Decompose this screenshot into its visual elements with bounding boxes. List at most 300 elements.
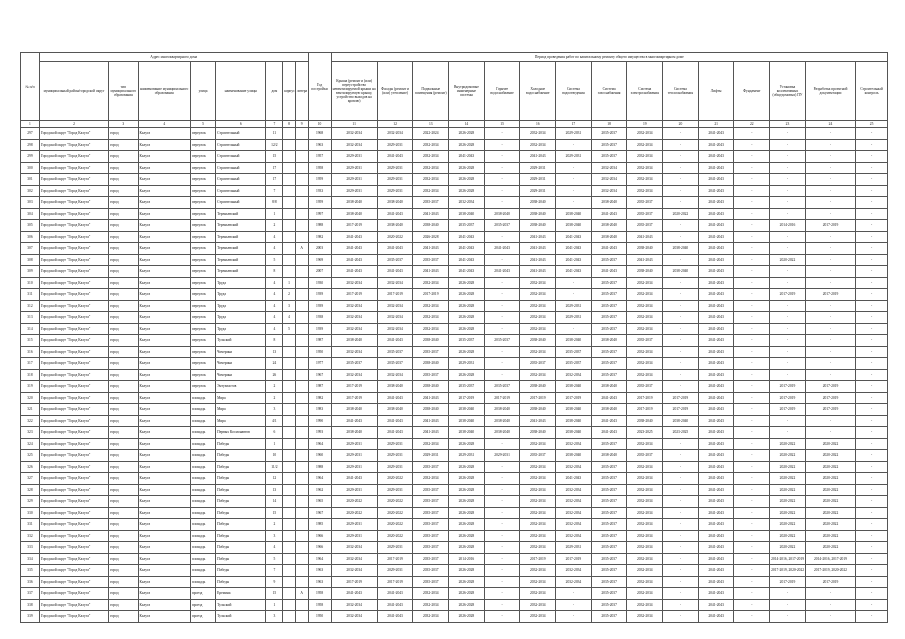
table-cell: 2032-2034 (520, 611, 556, 623)
table-cell: площадь (190, 461, 215, 473)
table-cell: 4 (266, 289, 283, 301)
table-cell: 2020-2022 (805, 473, 855, 485)
table-cell: 2029-2031 (377, 542, 413, 554)
col-number: 19 (627, 121, 663, 128)
col-header: корпус (283, 62, 296, 121)
col-number: 4 (138, 121, 190, 128)
table-cell: Калуга (138, 553, 190, 565)
table-cell: 2035-2037 (413, 346, 449, 358)
table-cell: 2026-2028 (449, 588, 485, 600)
table-cell: - (770, 599, 806, 611)
table-cell (295, 289, 308, 301)
table-cell: 2017-2019, 2020-2022 (805, 565, 855, 577)
table-cell: 2038-2040 (331, 208, 377, 220)
table-cell: 2032-2034 (520, 346, 556, 358)
col-number: 9 (295, 121, 308, 128)
table-cell: - (734, 404, 770, 416)
table-cell: 2038-2040 (449, 404, 485, 416)
table-cell: переулок (190, 381, 215, 393)
table-cell: 2017-2019 (377, 289, 413, 301)
table-cell: - (734, 576, 770, 588)
table-cell: - (484, 507, 520, 519)
table-cell: А (295, 588, 308, 600)
table-cell: 2032-2034 (331, 139, 377, 151)
table-cell: Городской округ "Город Калуга" (39, 369, 108, 381)
table-cell: 2029-2031 (377, 450, 413, 462)
table-cell: 1938 (308, 312, 331, 324)
table-cell: 2026-2028 (449, 611, 485, 623)
table-cell: 2017-2019, 2020-2022 (770, 565, 806, 577)
table-cell: город (109, 427, 138, 439)
table-cell: 313 (21, 312, 40, 324)
table-cell: 2032-2034 (413, 185, 449, 197)
table-cell: 2032-2034 (520, 438, 556, 450)
table-cell: площадь (190, 392, 215, 404)
table-row (21, 151, 888, 163)
table-cell: Городской округ "Город Калуга" (39, 139, 108, 151)
table-cell: 1966 (308, 542, 331, 554)
table-cell: 2038-2040 (556, 404, 592, 416)
table-cell: 2020-2022 (377, 473, 413, 485)
table-cell: 2032-2034 (413, 473, 449, 485)
table-cell: 2041-2043 (377, 588, 413, 600)
table-cell: 2032-2034 (520, 565, 556, 577)
table-cell: переулок (190, 128, 215, 140)
table-cell: 4 (266, 231, 283, 243)
col-header: муниципальный район/городской округ (39, 62, 108, 121)
table-cell: город (109, 461, 138, 473)
table-cell: 2035-2037 (377, 358, 413, 370)
table-cell: А (295, 243, 308, 255)
table-cell: - (805, 231, 855, 243)
table-cell: 2032-2034 (627, 128, 663, 140)
group-header-period: Период проведения работ по капитальному ремонту общего имущества в многоквартирном доме (331, 53, 887, 62)
table-cell: 2017-2019 (770, 404, 806, 416)
table-cell: 2020-2022 (805, 542, 855, 554)
table-cell: Городской округ "Город Калуга" (39, 254, 108, 266)
table-cell: - (856, 392, 888, 404)
table-cell: 2041-2043 (591, 427, 627, 439)
table-cell: - (734, 128, 770, 140)
table-cell: - (556, 611, 592, 623)
table-cell: площадь (190, 553, 215, 565)
table-cell: 4 (266, 542, 283, 554)
table-cell: 2041-2043 (627, 254, 663, 266)
table-cell: 2041-2043 (698, 565, 734, 577)
col-header: наименование муниципального образования (138, 62, 190, 121)
table-cell: Еремина (216, 588, 266, 600)
table-cell: - (663, 450, 699, 462)
table-cell: 2017-2019 (377, 553, 413, 565)
table-row (21, 507, 888, 519)
table-cell: 2 (266, 381, 283, 393)
table-cell (295, 530, 308, 542)
table-cell: 2032-2034 (556, 438, 592, 450)
table-cell: 2032-2034 (520, 289, 556, 301)
table-cell: Первых Космонавтов (216, 427, 266, 439)
table-cell: - (663, 369, 699, 381)
table-cell: Строительный (216, 185, 266, 197)
table-cell: площадь (190, 404, 215, 416)
table-cell: 2041-2043 (377, 151, 413, 163)
table-cell: - (484, 519, 520, 531)
table-cell: - (856, 243, 888, 255)
table-row (21, 473, 888, 485)
table-cell: Городской округ "Город Калуга" (39, 220, 108, 232)
table-cell: 2017-2019 (413, 289, 449, 301)
col-header: Разработка проектной документации (805, 62, 855, 121)
table-cell: 5 (266, 254, 283, 266)
table-cell (283, 369, 296, 381)
table-cell: 2041-2043 (698, 151, 734, 163)
table-cell: 3 (266, 404, 283, 416)
table-row (21, 519, 888, 531)
table-cell: 2038-2040 (520, 208, 556, 220)
table-cell: - (663, 254, 699, 266)
table-cell: 2035-2037 (627, 197, 663, 209)
table-cell: город (109, 588, 138, 600)
table-cell: переулок (190, 185, 215, 197)
table-cell: 2041-2043 (377, 243, 413, 255)
table-cell: - (856, 530, 888, 542)
table-cell: 2029-2031 (331, 174, 377, 186)
table-cell: 2032-2034 (627, 151, 663, 163)
table-cell: Победы (216, 553, 266, 565)
table-cell (283, 404, 296, 416)
table-cell: 2020-2022 (770, 473, 806, 485)
table-cell: 15 (266, 507, 283, 519)
table-cell: 1985 (308, 519, 331, 531)
table-cell: 2032-2034 (377, 277, 413, 289)
table-cell: переулок (190, 254, 215, 266)
table-cell: 2038-2040 (520, 381, 556, 393)
table-cell: 8/8 (266, 197, 283, 209)
table-cell: 2041-2043 (698, 128, 734, 140)
table-cell: 323 (21, 427, 40, 439)
table-cell: переулок (190, 162, 215, 174)
table-cell: 2035-2037 (591, 588, 627, 600)
table-cell: Калуга (138, 450, 190, 462)
table-cell: город (109, 277, 138, 289)
table-cell: 2032-2034 (377, 128, 413, 140)
table-cell: 2041-2043 (698, 450, 734, 462)
table-cell: - (856, 427, 888, 439)
table-cell: - (734, 254, 770, 266)
table-cell: - (805, 588, 855, 600)
table-cell: - (856, 542, 888, 554)
table-cell: - (734, 450, 770, 462)
table-cell: город (109, 266, 138, 278)
table-cell: 15 (266, 588, 283, 600)
table-cell: 2041-2043 (698, 312, 734, 324)
table-cell: - (484, 254, 520, 266)
table-cell: 2038-2040 (377, 197, 413, 209)
table-cell: город (109, 174, 138, 186)
table-cell: - (856, 197, 888, 209)
table-cell: Калуга (138, 151, 190, 163)
table-cell: 2032-2034 (627, 461, 663, 473)
table-cell: 2041-2043 (698, 553, 734, 565)
table-cell: 2017-2019 (805, 404, 855, 416)
table-cell: 2035-2037 (591, 599, 627, 611)
table-cell: город (109, 300, 138, 312)
table-row (21, 369, 888, 381)
table-row (21, 197, 888, 209)
table-cell (283, 542, 296, 554)
table-cell: - (663, 519, 699, 531)
table-cell: 2038-2040 (377, 404, 413, 416)
table-cell: 2038-2040 (556, 450, 592, 462)
table-cell: площадь (190, 542, 215, 554)
table-cell: 15 (266, 151, 283, 163)
table-cell: 2041-2043 (449, 151, 485, 163)
table-cell: - (856, 335, 888, 347)
table-cell: 2026-2028 (449, 139, 485, 151)
table-cell: 1939 (308, 289, 331, 301)
table-cell: 324 (21, 438, 40, 450)
table-cell: 2032-2034 (413, 588, 449, 600)
table-cell: 1967 (308, 507, 331, 519)
table-cell: 1933 (308, 185, 331, 197)
table-cell: 1958 (308, 162, 331, 174)
table-cell: 4 (283, 312, 296, 324)
table-cell: 2029-2031 (377, 438, 413, 450)
table-cell (295, 139, 308, 151)
table-cell: 2035-2037 (591, 438, 627, 450)
table-cell: город (109, 392, 138, 404)
table-cell: 1939 (308, 300, 331, 312)
table-cell: Калуга (138, 392, 190, 404)
table-cell (295, 611, 308, 623)
table-cell: - (663, 576, 699, 588)
table-cell: 2032-2034 (627, 323, 663, 335)
table-cell: 2029-2031 (484, 450, 520, 462)
table-cell: - (770, 323, 806, 335)
table-cell: - (663, 588, 699, 600)
table-cell: Калуга (138, 484, 190, 496)
table-cell: 2032-2034 (591, 185, 627, 197)
table-cell: 2041-2043 (698, 461, 734, 473)
table-cell: Победы (216, 530, 266, 542)
table-cell: 2035-2037 (449, 381, 485, 393)
table-cell: Труда (216, 312, 266, 324)
table-cell (283, 208, 296, 220)
table-cell: Калуга (138, 254, 190, 266)
table-cell: Калуга (138, 289, 190, 301)
table-row (21, 415, 888, 427)
table-cell: 2041-2043 (520, 243, 556, 255)
table-cell (283, 496, 296, 508)
table-cell: 320 (21, 392, 40, 404)
table-cell: 2003 (308, 243, 331, 255)
table-cell: 2032-2034 (331, 346, 377, 358)
col-number: 15 (484, 121, 520, 128)
table-cell: 2038-2040 (591, 197, 627, 209)
table-cell: 2035-2037 (591, 473, 627, 485)
table-cell: Городской округ "Город Калуга" (39, 553, 108, 565)
table-cell: 2035-2037 (413, 369, 449, 381)
table-cell: 2038-2040 (413, 220, 449, 232)
table-cell: 2026-2028 (449, 323, 485, 335)
table-cell: 300 (21, 162, 40, 174)
table-cell: 2041-2043 (698, 473, 734, 485)
table-cell: - (734, 323, 770, 335)
table-cell: Тереньевский (216, 231, 266, 243)
table-cell: 2029-2031 (331, 519, 377, 531)
table-cell: площадь (190, 565, 215, 577)
table-cell: Городской округ "Город Калуга" (39, 185, 108, 197)
table-cell (283, 611, 296, 623)
table-cell (283, 519, 296, 531)
table-cell: 2038-2040 (520, 335, 556, 347)
table-row (21, 484, 888, 496)
table-cell: Энтузиастов (216, 381, 266, 393)
table-cell: 1982 (308, 392, 331, 404)
table-cell: Калуга (138, 185, 190, 197)
table-cell: - (484, 289, 520, 301)
table-cell: - (484, 231, 520, 243)
table-cell: 2032-2034 (413, 139, 449, 151)
table-cell: 2026-2028 (449, 369, 485, 381)
table-cell: 2035-2037 (591, 530, 627, 542)
table-cell: 2032-2034 (627, 553, 663, 565)
table-cell: переулок (190, 197, 215, 209)
table-cell: 2041-2043 (331, 588, 377, 600)
table-cell: 2032-2034 (627, 576, 663, 588)
table-cell: Городской округ "Город Калуга" (39, 151, 108, 163)
table-cell: 7 (266, 185, 283, 197)
table-cell: 2032-2034 (627, 369, 663, 381)
table-row (21, 392, 888, 404)
table-cell: 2020-2022 (805, 484, 855, 496)
table-cell: 2029-2031 (331, 162, 377, 174)
table-cell: площадь (190, 576, 215, 588)
table-cell: 2017-2019 (556, 392, 592, 404)
table-cell (295, 312, 308, 324)
table-cell: Победы (216, 507, 266, 519)
table-cell: Победы (216, 542, 266, 554)
table-cell: Городской округ "Город Калуга" (39, 128, 108, 140)
table-cell: 2029-2031 (377, 139, 413, 151)
table-cell (295, 392, 308, 404)
col-number: 8 (283, 121, 296, 128)
table-cell (283, 231, 296, 243)
table-cell: - (734, 565, 770, 577)
table-cell: 8 (266, 266, 283, 278)
table-cell: - (805, 611, 855, 623)
col-number: 18 (591, 121, 627, 128)
table-cell: 2041-2043 (331, 254, 377, 266)
table-row (21, 208, 888, 220)
table-cell: - (734, 312, 770, 324)
table-cell (283, 599, 296, 611)
table-cell: Победы (216, 496, 266, 508)
table-cell: Строительный (216, 162, 266, 174)
table-row (21, 461, 888, 473)
table-cell: 2035-2037 (413, 484, 449, 496)
table-cell: - (663, 174, 699, 186)
table-cell: 2032-2034 (377, 300, 413, 312)
table-cell: город (109, 450, 138, 462)
table-cell: 2035-2037 (591, 576, 627, 588)
table-cell: 2035-2037 (627, 335, 663, 347)
table-cell: - (734, 530, 770, 542)
table-cell: Чичерина (216, 369, 266, 381)
table-cell: 2041-2043 (698, 530, 734, 542)
table-cell: 2041-2043 (591, 392, 627, 404)
table-cell (295, 599, 308, 611)
table-cell: 2041-2043 (591, 243, 627, 255)
table-cell: - (663, 289, 699, 301)
table-cell (295, 197, 308, 209)
table-cell: - (484, 139, 520, 151)
table-cell (283, 243, 296, 255)
table-cell: 2041-2043 (331, 266, 377, 278)
table-cell: переулок (190, 277, 215, 289)
table-cell: 2020-2022 (805, 507, 855, 519)
table-cell: 2017-2019 (663, 404, 699, 416)
table-cell: 2032-2034 (520, 576, 556, 588)
col-header: Внутридомовые инженерные системы (449, 62, 485, 121)
table-cell: 2020-2022 (770, 519, 806, 531)
table-cell (295, 151, 308, 163)
table-cell: - (556, 323, 592, 335)
table-cell: 2020-2022 (770, 484, 806, 496)
table-cell: 307 (21, 243, 40, 255)
table-cell: 303 (21, 197, 40, 209)
table-cell: 1950 (308, 346, 331, 358)
table-cell: - (734, 427, 770, 439)
table-cell: 2032-2034 (627, 473, 663, 485)
table-cell: Калуга (138, 611, 190, 623)
table-row (21, 139, 888, 151)
table-cell: - (856, 461, 888, 473)
table-cell (295, 346, 308, 358)
table-cell: 2038-2040 (627, 415, 663, 427)
table-cell: 2032-2034 (331, 312, 377, 324)
table-cell: 2035-2037 (413, 197, 449, 209)
table-cell: 2026-2028 (449, 507, 485, 519)
table-cell: 1958 (308, 588, 331, 600)
table-cell (295, 162, 308, 174)
table-cell: 2032-2034 (413, 599, 449, 611)
table-cell: 2035-2037 (591, 496, 627, 508)
table-row (21, 358, 888, 370)
table-cell: 1977 (308, 358, 331, 370)
col-header: Установка коллективных (общедомовых) ПУ (770, 62, 806, 121)
col-number: 23 (770, 121, 806, 128)
table-cell: площадь (190, 415, 215, 427)
table-cell: 2032-2034 (520, 588, 556, 600)
table-cell: 2041-2043 (698, 346, 734, 358)
table-cell: 1962 (308, 484, 331, 496)
table-cell: 2032-2034 (413, 312, 449, 324)
table-cell: 2032-2034 (556, 484, 592, 496)
table-cell: 2029-2031 (449, 358, 485, 370)
table-cell: Калуга (138, 461, 190, 473)
table-cell: 2017-2019 (627, 404, 663, 416)
table-cell: 1993 (308, 427, 331, 439)
table-cell: 17 (266, 162, 283, 174)
table-cell: - (805, 266, 855, 278)
table-cell: - (805, 254, 855, 266)
table-row (21, 530, 888, 542)
table-cell: 2032-2034 (627, 507, 663, 519)
table-cell: 2032-2034 (413, 162, 449, 174)
table-cell: Труда (216, 300, 266, 312)
table-cell: 2038-2040 (520, 220, 556, 232)
table-cell: - (734, 289, 770, 301)
